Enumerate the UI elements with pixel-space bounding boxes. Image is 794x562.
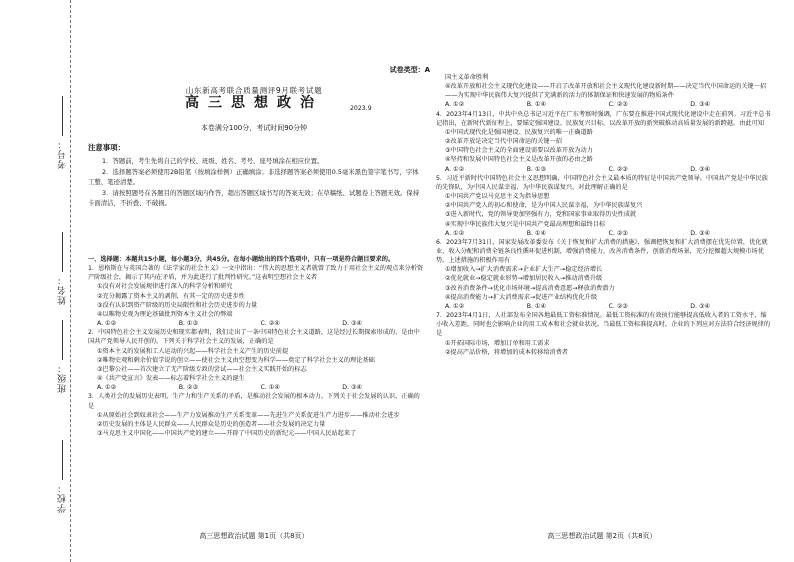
question-5-stem: 5．习近平新时代中国特色社会主义思想明确，中国特色社会主义最本质的特征是中国共产党领导。中国共产党是中华民族的先锋队，为中国人民谋幸福、为中华民族谋复兴。对此理解正确的是: [436, 174, 768, 191]
question-4-item: ③中国特色社会主义的全面建设需要以改革开放为动力: [445, 147, 593, 155]
question-3-stem: 3．人类社会的发展历史表明，生产力和生产关系的矛盾，是推动社会发展的根本动力。下列关于社会发展的认识，正确的是: [88, 393, 420, 410]
option-a: A. ①②: [97, 384, 117, 392]
option-b: B. ①④: [526, 101, 547, 109]
question-6-item: ①增加收入→扩大消费需求→企业扩大生产→稳定经济增长: [445, 266, 603, 274]
question-6-options: [436, 302, 772, 311]
exam-number-field: [56, 96, 69, 169]
name-field: [56, 232, 69, 305]
question-4-item: ②改革开放是决定当代中国命运的关键一招: [445, 138, 562, 146]
question-2-item: ②唯物史观和剩余价值学说的创立——使社会主义由空想变为科学——奠定了科学社会主义的理论基础: [97, 356, 375, 364]
question-5-item: ①中国共产党以马克思主义为指导思想: [445, 193, 550, 201]
name-label: 姓名：: [58, 275, 68, 305]
page-2: [432, 0, 782, 562]
exam-date: 2023.9: [350, 105, 372, 112]
option-c: C. ②③: [608, 165, 628, 173]
question-6-item: ②优化就业→稳定就业形势→增加居民收入→推动消费升级: [445, 275, 603, 283]
question-2-options: [88, 383, 424, 392]
exam-name: 山东新高考联合质量测评9月联考试题: [185, 86, 323, 95]
question-4-options: [436, 165, 772, 174]
page-footer: 高三思想政治试题 第1页（共8页）: [199, 532, 309, 540]
question-4-stem: 4．2023年4月13日，中共中央总书记习近平在广东考察时强调，广东要在推进中国式现代化建设中走在前列。习近平总书记指出，在新时代新征程上，要锚定强国建设、民族复兴目标，以改革开放的新突破推动高质量发展的新跨越。由此可知: [436, 110, 771, 127]
question-3-item: ①从原始社会到奴隶社会——生产力发展推动生产关系变革——先进生产关系促进生产力进步——推动社会进步: [97, 411, 400, 419]
option-d: D. ③④: [690, 302, 711, 310]
paper-type: 试卷类型：A: [389, 66, 430, 74]
note-item: 1．答题前，考生先将自己的学校、班级、姓名、考号、座号填涂在相应位置。: [102, 157, 324, 165]
notes: [88, 156, 424, 209]
question-1-item: ④以唯物史观为理论基础批判资本主义社会的弊端: [97, 310, 233, 318]
question-5-item: ③进入新时代，党的领导更加坚强有力，党和国家事业取得历史性成就: [445, 211, 637, 219]
option-c: C. ②③: [608, 229, 628, 237]
option-d: D. ③④: [690, 165, 711, 173]
question-2-stem: 2．中国特色社会主义发展历史和现实都表明，我们走出了一条中国特色社会主义道路，这是经过长期探索形成的，是由中国共产党领导人民开创的。下列关于科学社会主义的发展，正确的是: [88, 329, 420, 346]
option-a: A. ①②: [445, 302, 465, 310]
option-b: B. ①④: [526, 302, 547, 310]
option-d: D. ③④: [690, 229, 711, 237]
note-item: 2．选择题答案必须使用2B铅笔（按填涂样例）正确填涂；非选择题答案必须使用0.5毫米黑色签字笔书写，字体工整、笔迹清楚。: [88, 167, 419, 186]
binding-margin: [0, 0, 78, 562]
question-1-options: [88, 319, 424, 328]
option-b: B. ②③: [178, 384, 199, 392]
option-d: D. ③④: [342, 320, 363, 328]
question-1-item: ①没有对社会发展规律进行深入的科学分析和研究: [97, 283, 233, 291]
option-c: C. ②④: [260, 320, 280, 328]
option-a: A. ①②: [445, 101, 465, 109]
exam-number-label: 考号：: [58, 139, 68, 169]
question-7-item: ②提高产品价格，将增加的成本转移给消费者: [445, 348, 569, 356]
option-c: C. ②③: [608, 101, 628, 109]
option-b: B. ①③: [526, 165, 547, 173]
option-d: D. ③④: [342, 384, 363, 392]
question-5-item: ②中国共产党人的初心和使命，是为中国人民谋幸福，为中华民族谋复兴: [445, 202, 643, 210]
question-3-item: ②历史发展的主体是人民群众——人民群众是历史的创造者——社会发展的决定力量: [97, 420, 326, 428]
question-3-item: ④改革开放和社会主义现代化建设——开启了改革开放和社会主义现代化建设新时期——决定当代中国命运的关键一招——为实现中华民族伟大复兴提供了充满新的活力的体制保证和快速发展的物质条件: [445, 83, 767, 100]
question-6-stem: 6．2023年7月31日，国家发展改革委发布《关于恢复和扩大消费的措施》，强调把恢复和扩大消费摆在优先位置，优化就业、收入分配和消费全链条良性循环促进机制，增强消费能力，改善消费条件，创新消费场景，充分挖掘超大规模市场优势。上述措施的积极作用有: [436, 238, 768, 265]
page-footer: 高三思想政治试题 第2页（共8页）: [547, 532, 657, 540]
question-2-item: ④《共产党宣言》发表——标志着科学社会主义的诞生: [97, 375, 245, 383]
question-5-item: ④实现中华民族伟大复兴是中国共产党最高理想和最终目标: [445, 220, 606, 228]
question-1-item: ②充分揭露了资本主义的剥削，有其一定的历史进步性: [97, 292, 245, 300]
question-3-item: ③马克思主义中国化——中国共产党的建立——开辟了中国历史的新纪元——中国人民站起来了: [97, 429, 357, 437]
question-6-item: ④提高消费能力→扩大消费需求→促进产业结构优化升级: [445, 293, 598, 301]
question-1-item: ③没有认识到资产阶级的历史局限性和社会历史进步的力量: [97, 301, 258, 309]
school-field: [56, 440, 69, 513]
question-4-item: ④坚持和发展中国特色社会主义是改革开放的必由之路: [445, 156, 593, 164]
question-2-item: ③巴黎公社——首次建立了无产阶级专政的尝试——社会主义实践开始的标志: [97, 365, 307, 373]
option-c: C. ①④: [260, 384, 280, 392]
page-1: [84, 0, 434, 562]
question-2-item: ①资本主义的发展和工人运动的兴起——科学社会主义产生的历史前提: [97, 347, 289, 355]
question-1-stem: 1．恩格斯在与英国合著的《法学家的社会主义》一文中指出：“伟大的思想主义者就曾了致力于用社会主义的观点来分析资产阶级社会，揭示了其内在矛盾，并为此进行了批判性研究。”这表明空想社会主义者: [88, 265, 424, 282]
school-label: 学校：: [58, 483, 68, 513]
option-a: A. ①②: [445, 165, 465, 173]
question-7-stem: 7．2023年4月1日，人社部发布全国各地最低工资标准情况。最低工资标准的有效执行能够提高低收入者的工资水平，缩小收入差距，同时也会影响企业的用工成本和社会就业状况。当最低工资标准提高时，企业的下列应对方法符合经济规律的是: [436, 312, 771, 338]
option-c: C. ②③: [608, 302, 628, 310]
score-time-info: 本卷满分100分，考试时间90分钟: [200, 124, 308, 132]
question-6-item: ③改善消费条件→优化市场环境→提高消费意愿→释放消费潜力: [445, 284, 615, 292]
section-heading: 一、选择题：本题共15小题，每小题3分，共45分。在每小题给出的四个选项中，只有一项是符合题目要求的。: [88, 256, 395, 263]
question-7-item: ①开拓国际市场，增加订单和用工需求: [445, 339, 550, 347]
notes-heading: 注意事项：: [88, 143, 125, 152]
class-field: [56, 320, 69, 393]
seal-dashed-line: [70, 0, 71, 562]
option-b: B. ①③: [178, 320, 199, 328]
note-item: 3．请按照题号在各题目的答题区域内作答，超出答题区域书写的答案无效；在草稿纸、试题卷上答题无效。保持卡面清洁，不折叠、不破损。: [88, 188, 420, 207]
option-d: D. ③④: [690, 101, 711, 109]
option-b: B. ①④: [526, 229, 547, 237]
question-4-item: ①中国式现代化是强国建设、民族复兴的唯一正确道路: [445, 128, 593, 136]
question-3-options: [436, 100, 772, 109]
option-a: A. ①②: [97, 320, 117, 328]
option-a: A. ①②: [445, 229, 465, 237]
questions-block: [436, 73, 772, 357]
question-3-item: 国主义革命胜利: [445, 74, 489, 81]
class-label: 班级：: [58, 363, 68, 393]
question-5-options: [436, 229, 772, 238]
subject-title: 高三思想政治: [185, 95, 323, 111]
questions-block: [88, 255, 424, 438]
